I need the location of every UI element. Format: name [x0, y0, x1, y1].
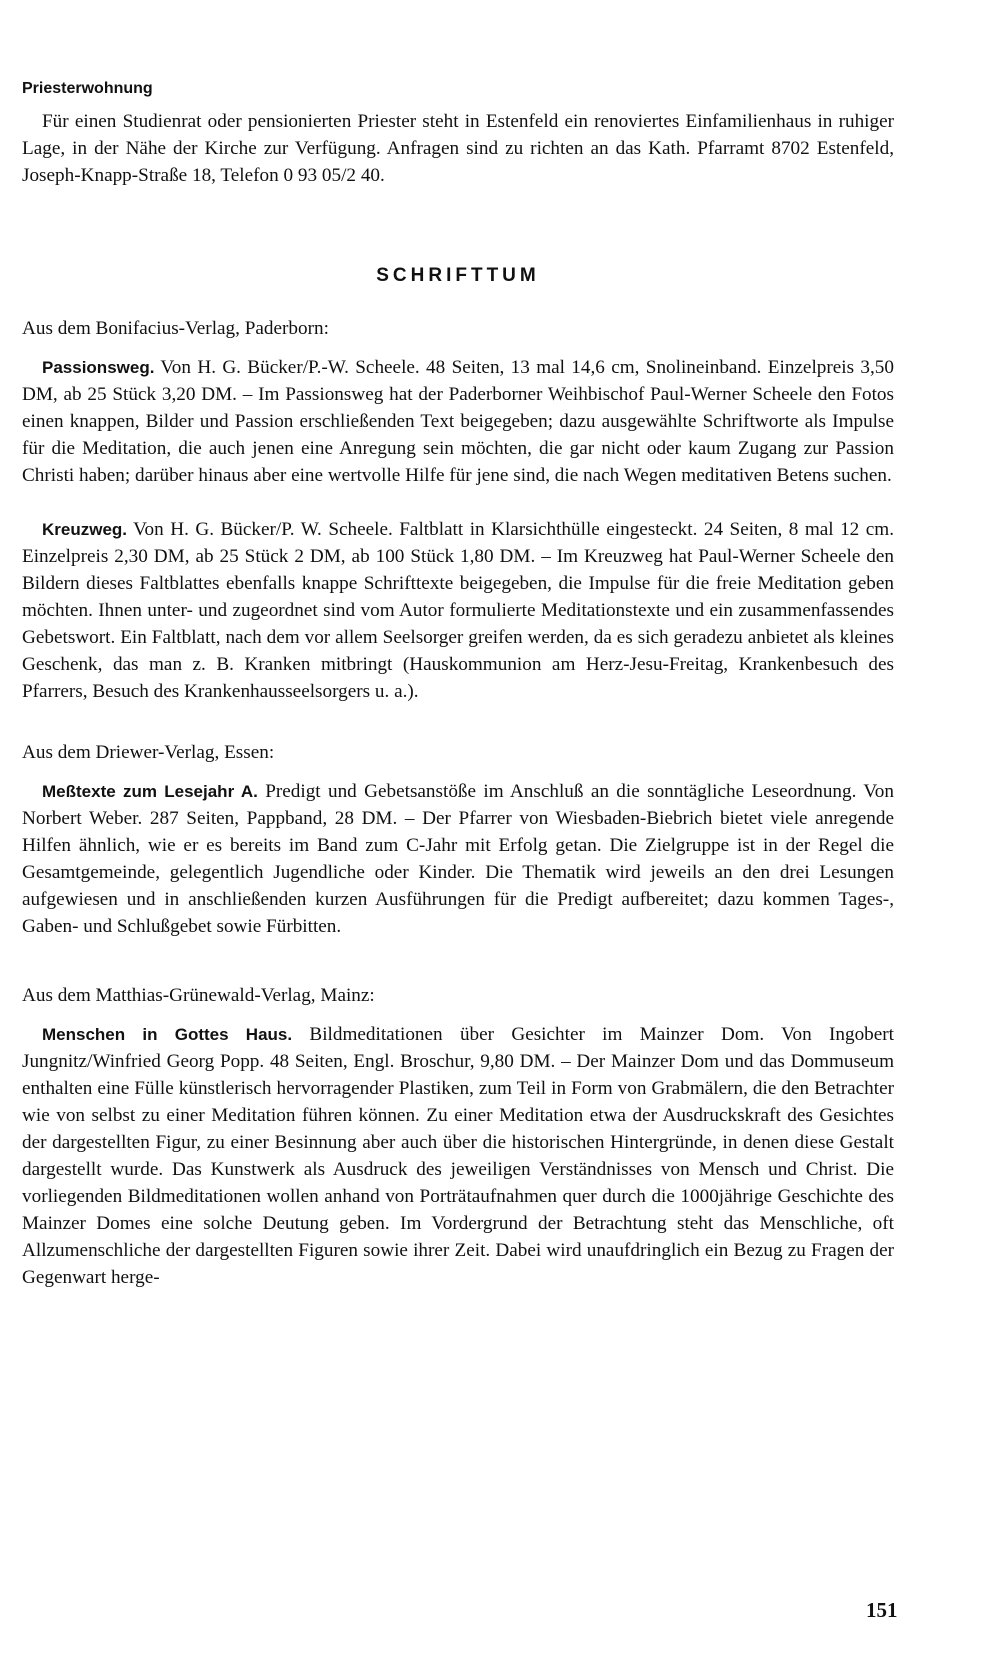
book-description: Bildmeditationen über Gesichter im Mainzer Dom. Von Ingobert Jungnitz/Winfried Georg Popp. 48 Seiten, Engl. Broschur, 9,80 DM. – Der Mainzer Dom und das Dommuseum enthalten eine Fülle künstlerisch hervorragender Plastiken, zum Teil in Form von Grabmälern, die den Betrachter wie von selbst zu einer Meditation führen können. Zu einer Meditation etwa der Ausdruckskraft des Gesichtes der dargestellten Figur, zu einer Besinnung aber auch über die historischen Hintergründe, in denen diese Gestalt dargestellt wurde. Das Kunstwerk als Ausdruck des jeweiligen Verständnisses von Mensch und Christ. Die vorliegenden Bildmeditationen wollen anhand von Porträtaufnahmen quer durch die 1000jährige Geschichte des Mainzer Domes eine solche Deutung geben. Im Vordergrund der Betrachtung steht das Menschliche, oft Allzumenschliche der dargestellten Figuren sowie ihrer Zeit. Dabei wird unaufdringlich ein Bezug zu Fragen der Gegenwart herge-: [22, 1024, 894, 1288]
book-entry-menschen-in-gottes-haus: [22, 1021, 894, 1291]
notice-title: Priesterwohnung: [22, 80, 153, 97]
book-entry-messtexte: [22, 778, 894, 940]
book-title: Menschen in Gottes Haus.: [42, 1025, 293, 1044]
section-heading: SCHRIFTTUM: [376, 265, 540, 286]
book-title: Passionsweg.: [42, 358, 155, 377]
page-content: [22, 78, 894, 1291]
book-description: Predigt und Gebetsanstöße im Anschluß an die sonntägliche Leseordnung. Von Norbert Weber. 287 Seiten, Pappband, 28 DM. – Der Pfarrer von Wiesbaden-Biebrich bietet viele anregende Hilfen ähnlich, wie er es bereits im Band zum C-Jahr mit Erfolg getan. Die Zielgruppe ist in der Regel die Gesamtgemeinde, gelegentlich Jugendliche oder Kinder. Die Thematik wird jeweils an den drei Lesungen aufgewiesen und in anschließenden kurzen Ausführungen für die Predigt aufbereitet; dazu kommen Tages-, Gaben- und Schlußgebet sowie Fürbitten.: [22, 781, 894, 937]
book-title: Meßtexte zum Lesejahr A.: [42, 782, 258, 801]
book-description: Von H. G. Bücker/P.-W. Scheele. 48 Seiten, 13 mal 14,6 cm, Snolineinband. Einzelpreis 3,50 DM, ab 25 Stück 3,20 DM. – Im Passionsweg hat der Paderborner Weihbischof Paul-Werner Scheele den Fotos einen knappen, Bilder und Passion erschließenden Text beigegeben; dazu ausgewählte Schriftworte als Impulse für die Meditation, die auch jenen eine Anregung sein möchten, die gar nicht oder kaum Zugang zur Passion Christi haben; darüber hinaus aber eine wertvolle Hilfe für jene sind, die nach Wegen meditativen Betens suchen.: [22, 357, 894, 486]
publisher-heading-bonifacius: Aus dem Bonifacius-Verlag, Paderborn:: [22, 318, 329, 339]
page-number: 151: [866, 1598, 898, 1622]
book-title: Kreuzweg.: [42, 520, 128, 539]
publisher-heading-driewer: Aus dem Driewer-Verlag, Essen:: [22, 742, 275, 763]
notice-body: Für einen Studienrat oder pensionierten Priester steht in Estenfeld ein renoviertes Einfamilienhaus in ruhiger Lage, in der Nähe der Kirche zur Verfügung. Anfragen sind zu richten an das Kath. Pfarramt 8702 Estenfeld, Joseph-Knapp-Straße 18, Telefon 0 93 05/2 40.: [22, 111, 894, 186]
book-entry-passionsweg: [22, 354, 894, 489]
book-description: Von H. G. Bücker/P. W. Scheele. Faltblatt in Klarsichthülle eingesteckt. 24 Seiten, 8 mal 12 cm. Einzelpreis 2,30 DM, ab 25 Stück 2 DM, ab 100 Stück 1,80 DM. – Im Kreuzweg hat Paul-Werner Scheele den Bildern dieses Faltblattes ebenfalls knappe Schrifttexte beigegeben, die Impulse für die freie Meditation geben möchten. Ihnen unter- und zugeordnet sind vom Autor formulierte Meditationstexte und ein zusammenfassendes Gebetswort. Ein Faltblatt, nach dem vor allem Seelsorger greifen werden, da es sich geradezu anbietet als kleines Geschenk, das man z. B. Kranken mitbringt (Hauskommunion am Herz-Jesu-Freitag, Krankenbesuch des Pfarrers, Besuch des Krankenhausseelsorgers u. a.).: [22, 519, 894, 702]
publisher-heading-gruenewald: Aus dem Matthias-Grünewald-Verlag, Mainz:: [22, 985, 375, 1006]
book-entry-kreuzweg: [22, 516, 894, 705]
